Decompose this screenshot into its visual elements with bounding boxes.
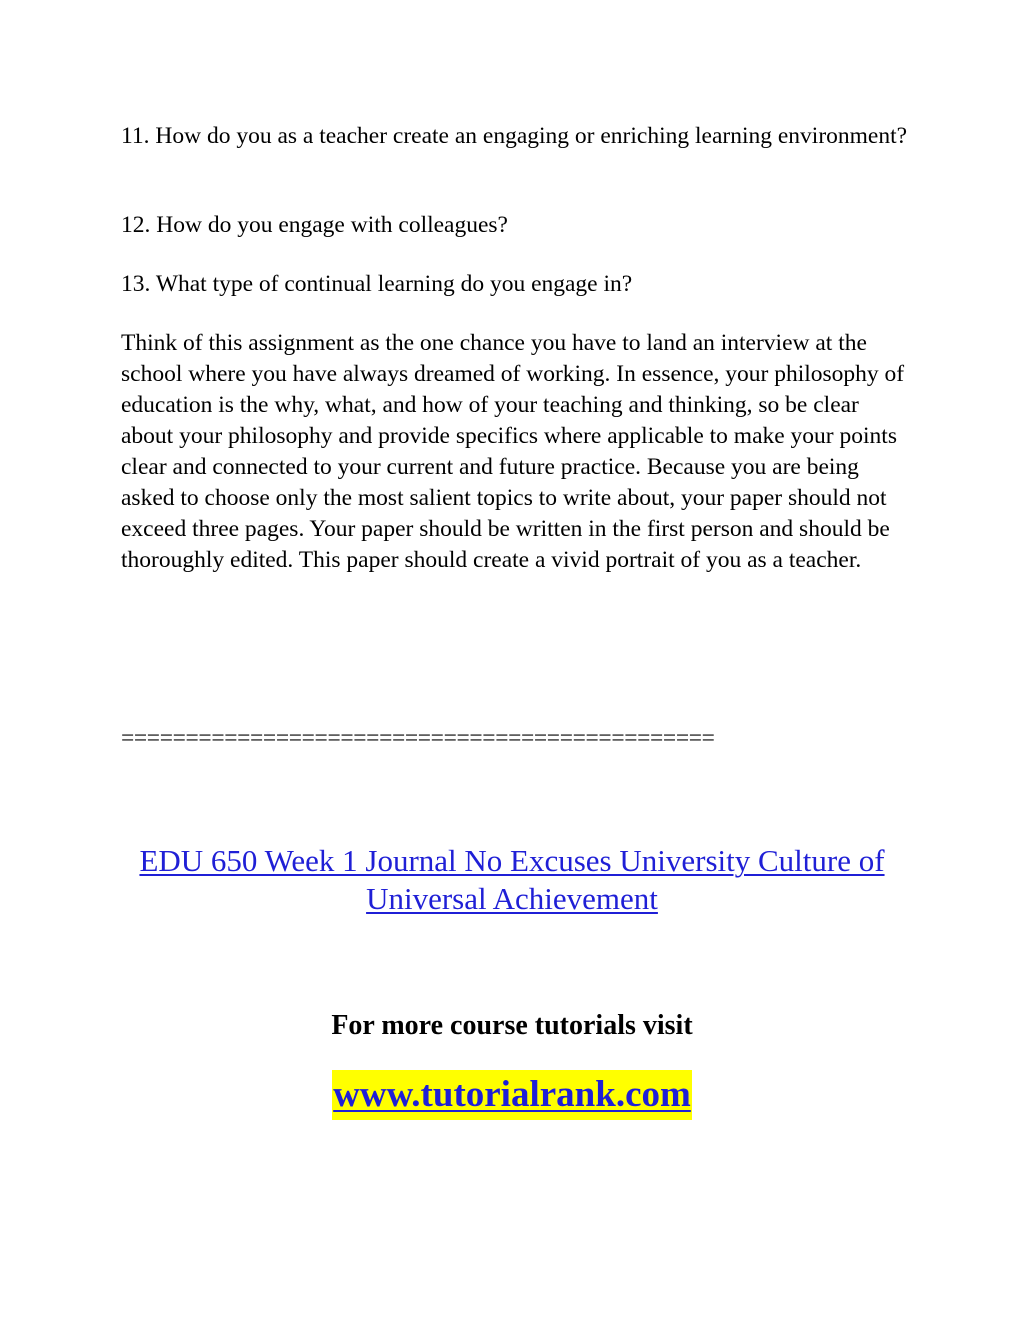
section-divider: ==============================================: [121, 725, 715, 751]
question-12: 12. How do you engage with colleagues?: [121, 212, 508, 238]
question-13: 13. What type of continual learning do you engage in?: [121, 271, 633, 297]
tutorials-label: For more course tutorials visit: [331, 1010, 693, 1041]
question-11: 11. How do you as a teacher create an engaging or enriching learning environment?: [121, 123, 908, 149]
course-title-link[interactable]: EDU 650 Week 1 Journal No Excuses University Culture of Universal Achievement: [139, 843, 885, 916]
tutorialrank-site-link[interactable]: www.tutorialrank.com: [332, 1070, 692, 1120]
site-link-container: [0, 1070, 1024, 1120]
assignment-description: Think of this assignment as the one chance you have to land an interview at the school where you have always dreamed of working. In essence, your philosophy of education is the why, what, and how of your teaching and thinking, so be clear about your philosophy and provide specifics where applicable to make your points clear and connected to your current and future practice. Because you are being asked to choose only the most salient topics to write about, your paper should not exceed three pages. Your paper should be written in the first person and should be thoroughly edited. This paper should create a vivid portrait of you as a teacher.: [121, 330, 905, 573]
